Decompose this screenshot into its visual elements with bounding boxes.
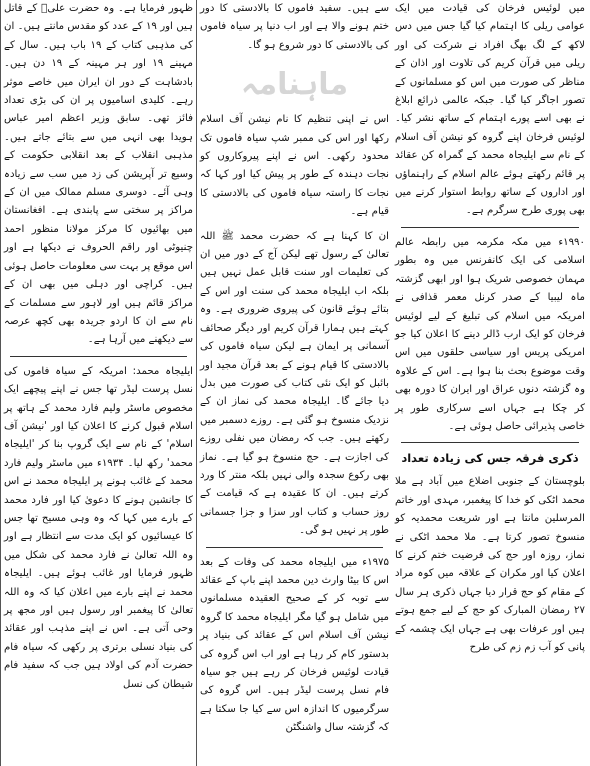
column-left: [392, 0, 588, 766]
column-right: [0, 0, 196, 766]
column-divider: [401, 227, 579, 228]
column-middle-paragraph-2: اس نے اپنی تنظیم کا نام نیشن آف اسلام رکھا اور اس کی ممبر شپ سیاہ فاموں تک محدود رکھی۔ اس نے اپنے پیروکاروں کو نجات دہندہ کے طور پر پیش کیا اور کہا کہ نجات کا راستہ سیاہ فاموں کی بالادستی کا قیام ہے۔: [200, 114, 389, 218]
column-divider: [401, 442, 579, 443]
column-divider: [10, 356, 187, 357]
column-left-paragraph-1: میں لوئیس فرخان کی قیادت میں ایک عوامی ریلی کا اہتمام کیا گیا جس میں دس لاکھ کے لگ بھگ افراد نے شرکت کی اور ریلی میں قرآن کریم کی تلاوت اور اذان کے مناظر کی صورت میں اس کو مسلمانوں کے تصور اجاگر کیا گیا۔ جبکہ عالمی ذرائع ابلاغ نے بھی اسے پورے اہتمام کے ساتھ نشر کیا۔ لوئیس فرخان اپنے گروہ کو نیشن آف اسلام کے نام سے ایلیجاہ محمد کے گمراہ کن عقائد پر قائم رکھتے ہوئے عالم اسلام کے راہنماؤں اور اداروں کے ساتھ روابط استوار کرنے میں بھی پوری طرح سرگرم ہے۔: [395, 3, 585, 217]
column-left-paragraph-2: ۱۹۹۰ء میں مکہ مکرمہ میں رابطہ عالم اسلامی کی ایک کانفرنس میں وہ بطور مہمان خصوصی شریک ہوا اور ابھی گزشتہ ماہ لیبیا کے صدر کرنل معمر قذافی نے امریکہ میں اسلام کی تبلیغ کے لیے لوئیس فرخان کو ایک ارب ڈالر دینے کا اعلان کیا جو امریکی پریس اور سیاسی حلقوں میں اس وقت موضوع بحث بنا ہوا ہے۔ اس کے علاوہ وہ گزشتہ دنوں عراق اور ایران کا دورہ بھی کر چکا ہے جہاں اسے سرکاری طور پر خاصی پذیرائی حاصل ہوئی ہے۔: [395, 236, 585, 432]
column-right-paragraph-2: ایلیجاہ محمد: امریکہ کے سیاہ فاموں کی نسل پرست لیڈر تھا جس نے اپنے پیچھے ایک مخصوص ماسٹر ولیم فارد محمد کے ہاتھ پر اسلام قبول کرنے کا اعلان کیا اور 'نیشن آف اسلام' کے نام سے ایک گروپ بنا کر 'ایلیجاہ محمد' رکھ لیا۔ ۱۹۳۴ء میں ماسٹر ولیم فارد محمد کے غائب ہونے پر ایلیجاہ محمد نے اس کا جانشین ہونے کا دعویٰ کیا اور فارد محمد کے بارے میں کہا کہ وہ وہی مسیح تھا جس کا عیسائیوں کو ایک مدت سے انتظار ہے اور وہ اللہ تعالیٰ نے فارد محمد کی شکل میں ظہور فرمایا اور غائب ہوئے ہیں۔ ایلیجاہ محمد نے اپنے بارے میں اعلان کیا کہ وہ اللہ تعالیٰ کا پیغمبر اور رسول ہیں اور مجھ پر وحی آتی ہے۔ اس نے اپنے مذہب اور عقائد کی بنیاد نسلی برتری پر رکھی کہ سیاہ فام حضرت آدم کی اولاد ہیں جب کہ سفید فام شیطان کی نسل: [4, 365, 193, 690]
column-middle: [196, 0, 392, 766]
column-middle-paragraph-4: ۱۹۷۵ء میں ایلیجاہ محمد کی وفات کے بعد اس کا بیٹا وارث دین محمد اپنے باپ کے عقائد سے توبہ کر کے صحیح العقیدہ مسلمانوں میں شامل ہو گیا مگر ایلیجاہ محمد کا گروہ نیشن آف اسلام اس کے عقائد کی بنیاد پر بدستور کام کر رہا ہے اور اب اس گروہ کی قیادت لوئیس فرخان کر رہے ہیں جو سیاہ فام نسل پرست لیڈر ہیں۔ اس گروہ کی سرگرمیوں کا اندازہ اس سے کیا جا سکتا ہے کہ گزشتہ سال واشنگٹن: [200, 556, 389, 734]
masthead-watermark: [200, 61, 389, 107]
masthead-watermark-text: ماہنامہ: [240, 66, 349, 102]
column-left-paragraph-3: بلوچستان کے جنوبی اضلاع میں آباد ہے ملا محمد اٹکی کو خدا کا پیغمبر، مہدی اور خاتم المرسلین مانتا ہے اور شریعت محمدیہ کو منسوخ تصور کرتا ہے۔ ملا محمد اٹکی نے نماز، روزہ اور حج کی فرضیت ختم کرنے کا اعلان کیا اور مکران کے علاقہ میں کوہ مراد کے مقام کو حج قرار دیا جہاں ذکری ہر سال ۲۷ رمضان المبارک کو حج کے لیے جمع ہوتے ہیں اور عرفات بھی ہے جہاں ایک چشمہ کے پانی کو آب زم زم کی طرح: [395, 476, 585, 653]
column-right-paragraph-1: ظہور فرمایا ہے۔ وہ حضرت علیؓ کے قاتل ہیں اور ۱۹ کے عدد کو مقدس مانتے ہیں۔ ان کی مذہبی کتاب کے ۱۹ باب ہیں۔ سال کے مہینے ۱۹ اور ہر مہینہ کے ۱۹ دن ہیں۔ بادشاہت کے دور ان ایران میں خاصے موثر رہے۔ کلیدی اسامیوں پر ان کی بڑی تعداد فائز تھی۔ سابق وزیر اعظم امیر عباس ہویدا بھی انہی میں سے بتائے جاتے ہیں۔ مذہبی انقلاب کے بعد انقلابی حکومت کے وسیع تر آپریشن کی زد میں سب سے زیادہ وہی آئے۔ دوسری مسلم ممالک میں ان کے مراکز پر سختی سے پابندی ہے۔ افغانستان میں بھائیوں کا مرکز مولانا منظور احمد چنیوٹی اور راقم الحروف نے دیکھا ہے اور اس موقع پر بہت سی معلومات حاصل ہوئی ہیں۔ کراچی اور دہلی میں بھی ان کے مراکز قائم ہیں اور لاہور سے مسلمات کے نام سے ان کا اردو جریدہ بھی کچھ عرصہ سے دیکھنے میں آرہا ہے۔: [4, 3, 193, 346]
column-middle-paragraph-3: ان کا کہنا ہے کہ حضرت محمد ﷺ اللہ تعالیٰ کے رسول تھے لیکن آج کے دور میں ان کی تعلیمات اور سنت قابل عمل نہیں ہیں بلکہ اب ایلیجاہ محمد کی سنت اور اس کے بتائے ہوئے قانون کی پیروی ضروری ہے۔ وہ کہتے ہیں ہمارا قرآن کریم اور دیگر صحائف آسمانی پر ایمان ہے لیکن سیاہ فاموں کی بالادستی کا قیام ہونے کے بعد قرآن مجید اور بائبل کو ایک نئی کتاب کی صورت میں بدل دیا جائے گا۔ ایلیجاہ محمد کی نماز ان کے نزدیک منسوخ ہو گئی ہے۔ روزے دسمبر میں رکھتے ہیں۔ جب کہ رمضان میں نفلی روزے کی اجازت ہے۔ حج منسوخ ہو گیا ہے۔ نماز بھی رکوع سجدہ والی نہیں بلکہ منتر کا ورد کرتے ہیں۔ ان کا عقیدہ ہے کہ قیامت کے روز حساب و کتاب اور سزا و جزا جسمانی طور پر نہیں ہو گی۔: [200, 230, 389, 537]
column-middle-paragraph-1: سے ہیں۔ سفید فاموں کا بالادستی کا دور ختم ہونے والا ہے اور اب دنیا پر سیاہ فاموں کی بالادستی کا دور شروع ہو گا۔: [200, 3, 389, 51]
section-subheading: ذکری فرقہ جس کی زیادہ تعداد: [401, 451, 579, 466]
column-divider: [206, 547, 383, 548]
